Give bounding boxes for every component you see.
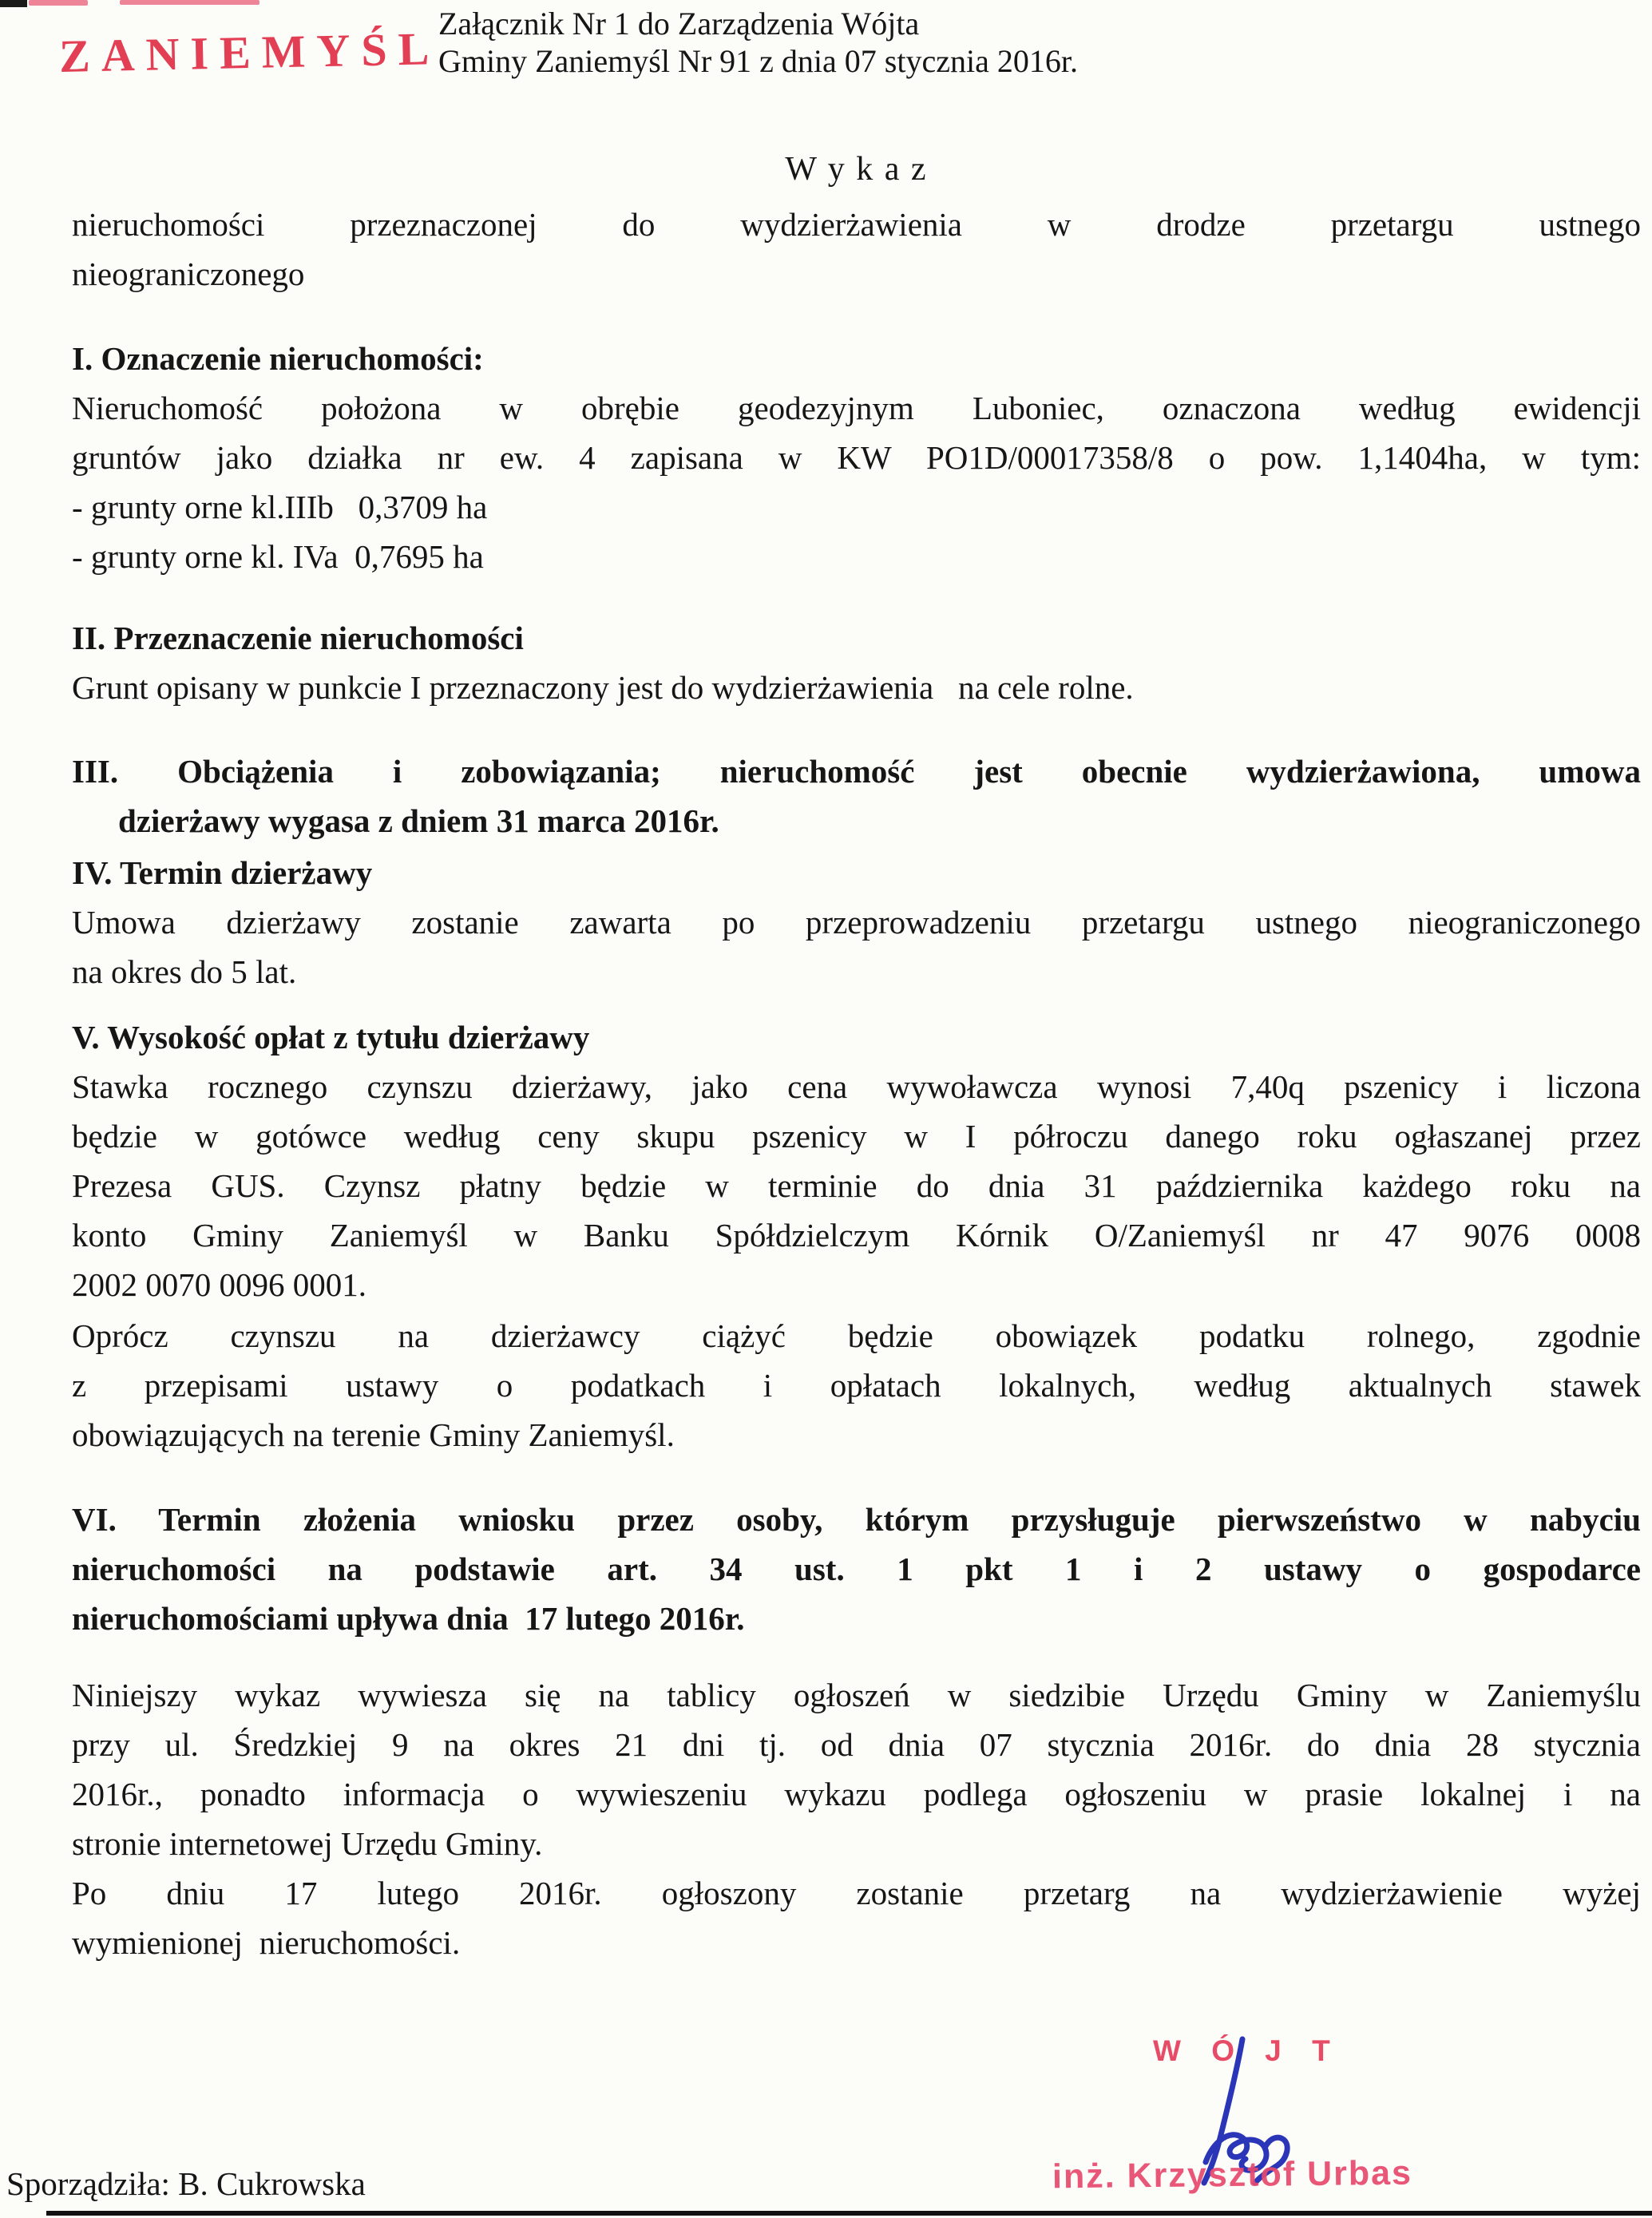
mayor-title-stamp: W Ó J T <box>1153 2034 1341 2067</box>
attachment-header <box>438 5 1078 80</box>
section-6-heading-line3: nieruchomościami upływa dnia 17 lutego 2016r. <box>72 1600 745 1637</box>
section-1-land-class-IVa: - grunty orne kl. IVa 0,7695 ha <box>72 538 484 575</box>
section-5-p1-line3: Prezesa GUS. Czynsz płatny będzie w terminie do dnia 31 października każdego roku na <box>72 1167 1641 1204</box>
section-5-p2-line2: z przepisami ustawy o podatkach i opłatach lokalnych, według aktualnych stawek <box>72 1367 1641 1404</box>
section-1-land-class-IIIb: - grunty orne kl.IIIb 0,3709 ha <box>72 489 488 525</box>
intro-paragraph <box>72 200 1641 299</box>
closing-p1-line1: Niniejszy wykaz wywiesza się na tablicy ogłoszeń w siedzibie Urzędu Gminy w Zaniemyślu <box>72 1677 1641 1713</box>
mayor-name-stamp: inż. Krzysztof Urbas <box>1052 2153 1413 2196</box>
section-5-p1-line4: konto Gminy Zaniemyśl w Banku Spółdzielczym Kórnik O/Zaniemyśl nr 47 9076 0008 <box>72 1217 1641 1254</box>
section-1-designation <box>72 334 1641 581</box>
intro-line1: nieruchomości przeznaczonej do wydzierżawienia w drodze przetargu ustnego <box>72 206 1641 243</box>
section-1-line1: Nieruchomość położona w obrębie geodezyjnym Luboniec, oznaczona według ewidencji <box>72 390 1641 426</box>
section-4-line2: na okres do 5 lat. <box>72 953 297 990</box>
section-2-purpose <box>72 613 1641 712</box>
closing-p1-line3: 2016r., ponadto informacja o wywieszeniu wykazu podlega ogłoszeniu w prasie lokalnej i na <box>72 1776 1641 1812</box>
attachment-header-line2: Gminy Zaniemyśl Nr 91 z dnia 07 stycznia 2016r. <box>438 43 1078 79</box>
section-6-heading-line2: nieruchomości na podstawie art. 34 ust. 1 pkt 1 i 2 ustawy o gospodarce <box>72 1551 1641 1587</box>
closing-p1-line4: stronie internetowej Urzędu Gminy. <box>72 1825 543 1862</box>
section-1-heading: I. Oznaczenie nieruchomości: <box>72 340 484 377</box>
zaniemysl-stamp: ZANIEMYŚL <box>58 22 441 82</box>
attachment-header-line1: Załącznik Nr 1 do Zarządzenia Wójta <box>438 6 920 42</box>
scan-bottom-edge <box>46 2211 1652 2216</box>
section-3-heading-line1: III. Obciążenia i zobowiązania; nieruchomość jest obecnie wydzierżawiona, umowa <box>72 753 1641 790</box>
section-2-line1: Grunt opisany w punkcie I przeznaczony jest do wydzierżawienia na cele rolne. <box>72 669 1134 706</box>
section-2-heading: II. Przeznaczenie nieruchomości <box>72 620 524 656</box>
section-3-encumbrances <box>72 747 1641 846</box>
scan-corner-artifact <box>0 0 27 7</box>
section-5-p2-line1: Oprócz czynszu na dzierżawcy ciążyć będzie obowiązek podatku rolnego, zgodnie <box>72 1317 1641 1354</box>
section-6-application-deadline <box>72 1495 1641 1643</box>
closing-p2-line2: wymienionej nieruchomości. <box>72 1924 461 1961</box>
intro-line2: nieograniczonego <box>72 255 305 292</box>
section-5-heading-block <box>72 1012 1641 1062</box>
section-4-line1: Umowa dzierżawy zostanie zawarta po przeprowadzeniu przetargu ustnego nieograniczonego <box>72 904 1641 941</box>
closing-p1-line2: przy ul. Średzkiej 9 na okres 21 dni tj. od dnia 07 stycznia 2016r. do dnia 28 stycznia <box>72 1726 1641 1763</box>
stamp-edge-fragment <box>29 0 88 6</box>
section-4-heading: IV. Termin dzierżawy <box>72 854 373 891</box>
closing-paragraph-1 <box>72 1670 1641 1967</box>
section-1-line2: gruntów jako działka nr ew. 4 zapisana w KW PO1D/00017358/8 o pow. 1,1404ha, w tym: <box>72 439 1641 476</box>
section-5-paragraph-1 <box>72 1062 1641 1309</box>
section-5-p2-line3: obowiązujących na terenie Gminy Zaniemyśl. <box>72 1416 675 1453</box>
stamp-edge-fragment <box>120 0 259 5</box>
section-6-heading-line1: VI. Termin złożenia wniosku przez osoby, którym przysługuje pierwszeństwo w nabyciu <box>72 1501 1641 1538</box>
section-5-p1-line5-account-number: 2002 0070 0096 0001. <box>72 1266 366 1303</box>
section-3-heading-line2: dzierżawy wygasa z dniem 31 marca 2016r. <box>118 802 719 839</box>
prepared-by-note: Sporządziła: B. Cukrowska <box>6 2165 366 2202</box>
closing-p2-line1: Po dniu 17 lutego 2016r. ogłoszony zostanie przetarg na wydzierżawienie wyżej <box>72 1875 1641 1911</box>
section-4-lease-term <box>72 848 1641 996</box>
section-5-p1-line1: Stawka rocznego czynszu dzierżawy, jako cena wywoławcza wynosi 7,40q pszenicy i liczona <box>72 1068 1641 1105</box>
section-5-heading: V. Wysokość opłat z tytułu dzierżawy <box>72 1019 590 1056</box>
document-title: W y k a z <box>785 151 928 188</box>
section-5-paragraph-2 <box>72 1311 1641 1460</box>
section-5-p1-line2: będzie w gotówce według ceny skupu pszenicy w I półroczu danego roku ogłaszanej przez <box>72 1118 1641 1155</box>
